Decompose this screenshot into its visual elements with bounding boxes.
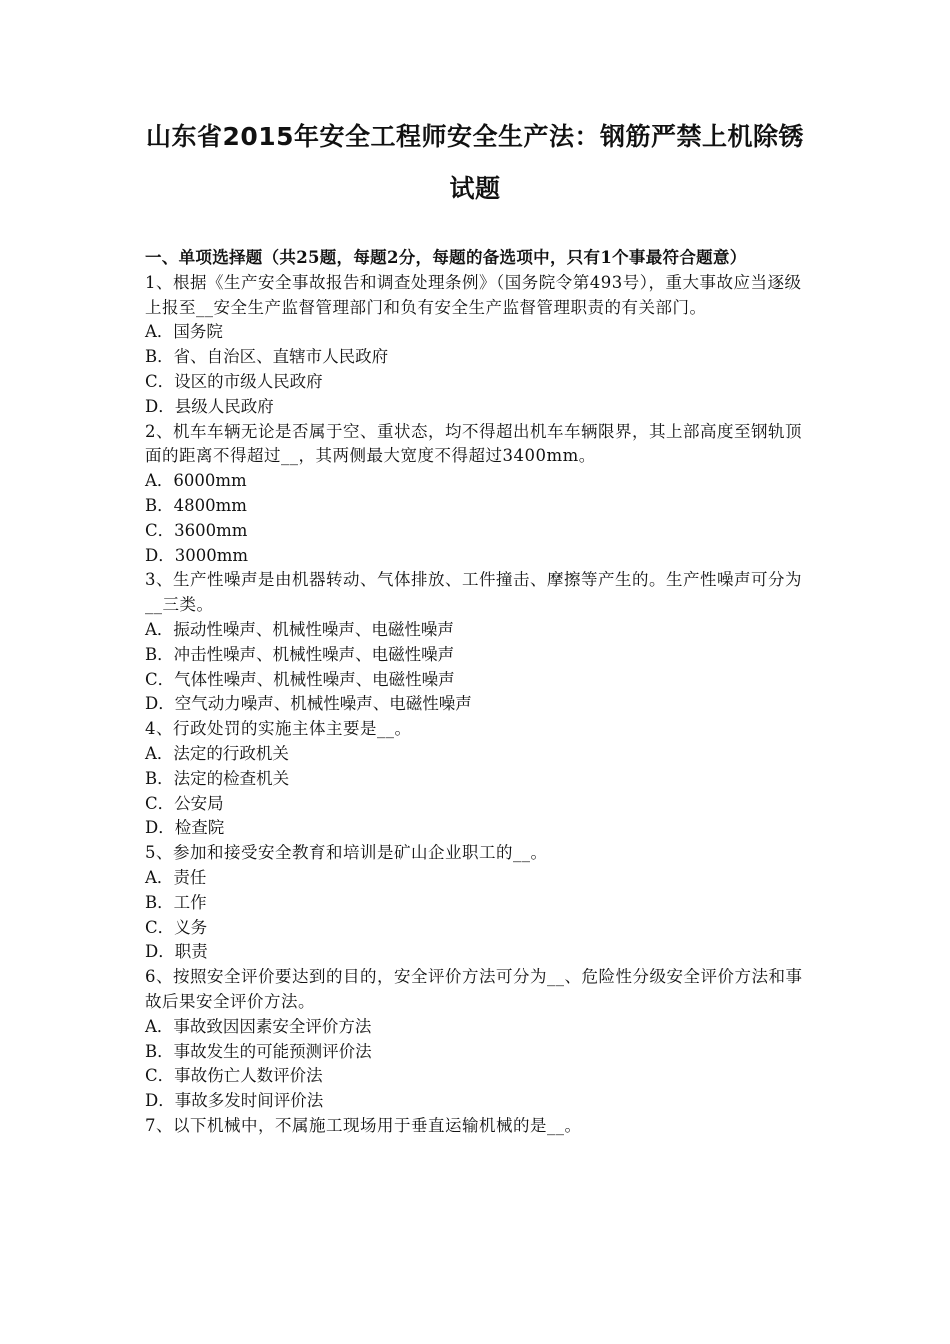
section-heading: 一、单项选择题（共25题，每题2分，每题的备选项中，只有1个事最符合题意） — [145, 248, 747, 267]
answer-option: A．振动性噪声、机械性噪声、电磁性噪声 — [145, 619, 454, 639]
answer-option: C．3600mm — [145, 520, 248, 540]
document-body — [145, 246, 810, 1139]
answer-option: D．空气动力噪声、机械性噪声、电磁性噪声 — [145, 694, 472, 714]
answer-option: A．法定的行政机关 — [145, 743, 289, 763]
answer-option: B．省、自治区、直辖市人民政府 — [145, 347, 389, 367]
answer-option: D．职责 — [145, 942, 208, 962]
question-text: 3、生产性噪声是由机器转动、气体排放、工件撞击、摩擦等产生的。生产性噪声可分为__三类。 — [145, 570, 802, 615]
answer-option: C．事故伤亡人数评价法 — [145, 1066, 323, 1086]
answer-option: B．冲击性噪声、机械性噪声、电磁性噪声 — [145, 644, 455, 664]
question-text: 6、按照安全评价要达到的目的，安全评价方法可分为__、危险性分级安全评价方法和事故后果安全评价方法。 — [145, 967, 803, 1011]
question-text: 5、参加和接受安全教育和培训是矿山企业职工的__。 — [145, 843, 548, 863]
answer-option: B．4800mm — [145, 495, 247, 515]
answer-option: B．工作 — [145, 892, 207, 912]
answer-option: A．国务院 — [145, 322, 223, 342]
document-title-line-2: 试题 — [449, 174, 501, 203]
question-text: 1、根据《生产安全事故报告和调查处理条例》（国务院令第493号），重大事故应当逐级上报至__安全生产监督管理部门和负有安全生产监督管理职责的有关部门。 — [145, 272, 802, 317]
answer-option: A．6000mm — [145, 471, 247, 491]
answer-option: D．检查院 — [145, 818, 225, 838]
answer-option: D．3000mm — [145, 545, 249, 565]
answer-option: B．法定的检查机关 — [145, 768, 290, 788]
answer-option: A．事故致因因素安全评价方法 — [145, 1016, 372, 1036]
answer-option: B．事故发生的可能预测评价法 — [145, 1041, 372, 1061]
answer-option: A．责任 — [145, 867, 207, 887]
answer-option: C．气体性噪声、机械性噪声、电磁性噪声 — [145, 669, 455, 689]
document-title-line-1: 山东省2015年安全工程师安全生产法：钢筋严禁上机除锈 — [145, 122, 805, 151]
question-text: 4、行政处罚的实施主体主要是__。 — [145, 719, 412, 739]
answer-option: C．义务 — [145, 917, 208, 937]
answer-option: D．县级人民政府 — [145, 396, 274, 416]
question-text: 2、机车车辆无论是否属于空、重状态，均不得超出机车车辆限界，其上部高度至钢轨顶面的距离不得超过__，其两侧最大宽度不得超过3400mm。 — [145, 421, 802, 466]
question-list — [145, 271, 810, 1139]
answer-option: D．事故多发时间评价法 — [145, 1091, 324, 1111]
answer-option: C．设区的市级人民政府 — [145, 371, 323, 391]
question-text: 7、以下机械中，不属施工现场用于垂直运输机械的是__。 — [145, 1115, 582, 1135]
answer-option: C．公安局 — [145, 793, 224, 813]
